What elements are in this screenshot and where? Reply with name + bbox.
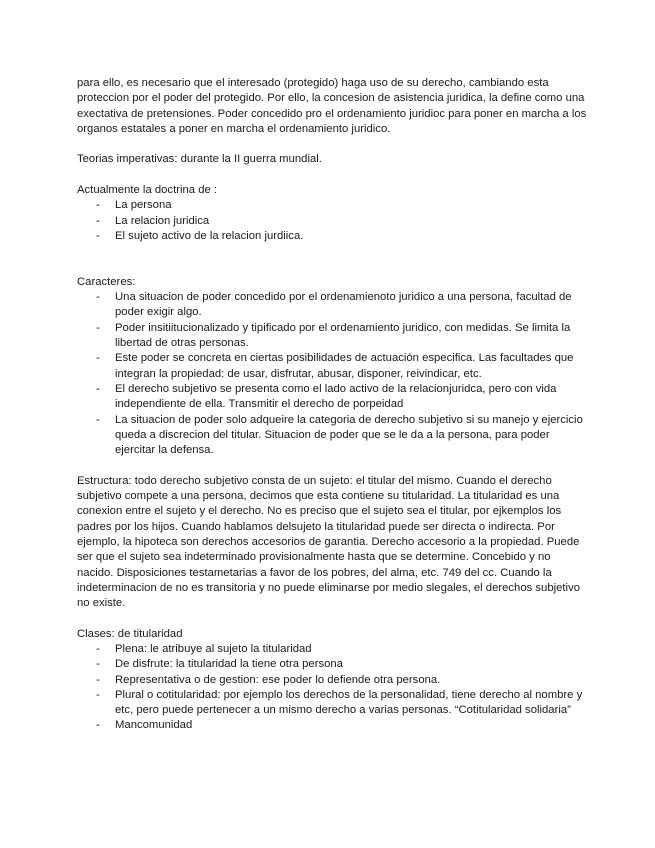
- teorias-paragraph: Teorias imperativas: durante la II guerra mundial.: [77, 153, 322, 166]
- bullet-dash: -: [96, 688, 100, 701]
- list-item: - Este poder se concreta en ciertas posibilidades de actuación especifica. Las facultades que integran la propiedad: de usar, disfrutar, abusar, disponer, reivindicar, etc.: [96, 352, 574, 380]
- bullet-dash: -: [96, 214, 100, 227]
- list-item: - Plural o cotitularidad: por ejemplo los derechos de la personalidad, tiene derecho al nombre y etc, pero puede pertenecer a un mismo derecho a varias personas. “Cotitularidad solidaria”: [96, 688, 583, 717]
- list-item: - El derecho subjetivo se presenta como el lado activo de la relacionjuridca, pero con vida independiente de ella. Transmitir el derecho de porpeidad: [96, 382, 557, 411]
- bullet-dash: -: [96, 642, 100, 655]
- list-item: - El sujeto activo de la relacion jurdiica.: [77, 229, 587, 244]
- list-item: - Una situacion de poder concedido por el ordenamienoto juridico a una persona, facultad de poder exigir algo.: [96, 291, 572, 319]
- clases-list: [77, 642, 587, 734]
- caracteres-heading: Caracteres:: [77, 275, 136, 288]
- list-item: - Mancomunidad: [77, 718, 587, 733]
- bullet-dash: -: [96, 382, 100, 395]
- bullet-dash: -: [96, 673, 100, 686]
- list-item: - De disfrute: la titularidad la tiene otra persona: [77, 657, 587, 672]
- list-item: - Representativa o de gestion: ese poder lo defiende otra persona.: [77, 673, 587, 688]
- bullet-dash: -: [96, 321, 100, 334]
- list-item: - Poder insitiitucionalizado y tipificado por el ordenamiento juridico, con medidas. Se limita la libertad de otras personas.: [96, 321, 571, 350]
- bullet-dash: -: [96, 413, 100, 426]
- bullet-dash: -: [96, 199, 100, 212]
- list-item: - Plena: le atribuye al sujeto la titularidad: [77, 642, 587, 657]
- bullet-dash: -: [96, 719, 100, 732]
- bullet-dash: -: [96, 229, 100, 242]
- actualmente-list: [77, 198, 587, 244]
- intro-paragraph: para ello, es necesario que el interesado (protegido) haga uso de su derecho, cambiando esta proteccion por el poder del protegido. Por ello, la concesion de asistencia juridica, la define como una exectativa de pretensiones. Poder concedido pro el ordenamiento juridioc para poner en marcha a los organos estatales a poner en marcha el ordenamiento juridico.: [77, 77, 587, 135]
- bullet-dash: -: [96, 352, 100, 365]
- list-item: - La situacion de poder solo adqueire la categoria de derecho subjetivo si su manejo y ejercicio queda a discrecion del titular. Situacion de poder que se le da a la persona, para poder ejercitar la defensa.: [96, 413, 583, 457]
- clases-heading: Clases: de titularidad: [77, 627, 183, 640]
- list-item: - La persona: [77, 198, 587, 213]
- actualmente-heading: Actualmente la doctrina de :: [77, 184, 218, 197]
- list-item: - La relacion juridica: [77, 214, 587, 229]
- bullet-dash: -: [96, 291, 100, 304]
- bullet-dash: -: [96, 658, 100, 671]
- caracteres-list: [77, 290, 587, 458]
- document-page: [77, 76, 587, 734]
- estructura-paragraph: Estructura: todo derecho subjetivo consta de un sujeto: el titular del mismo. Cuando el derecho subjetivo compete a una persona, decimos que esta contiene su titularidad. La titularidad es una conexion entre el sujeto y el derecho. No es preciso que el sujeto sea el titular, por ejkemplos los padres por los hijos. Cuando hablamos delsujeto la titularidad puede ser directa o indirecta. Por ejemplo, la hipoteca son derechos accesorios de garantia. Derecho accesorio a la propiedad. Puede ser que el sujeto sea indeterminado provisionalmente hasta que se determine. Concebido y no nacido. Disposiciones testametarias a favor de los pobres, del alma, etc. 749 del cc. Cuando la indeterminacion de no es transitoria y no puede eliminarse por medio slegales, el derechos subjetivo no existe.: [77, 474, 580, 610]
